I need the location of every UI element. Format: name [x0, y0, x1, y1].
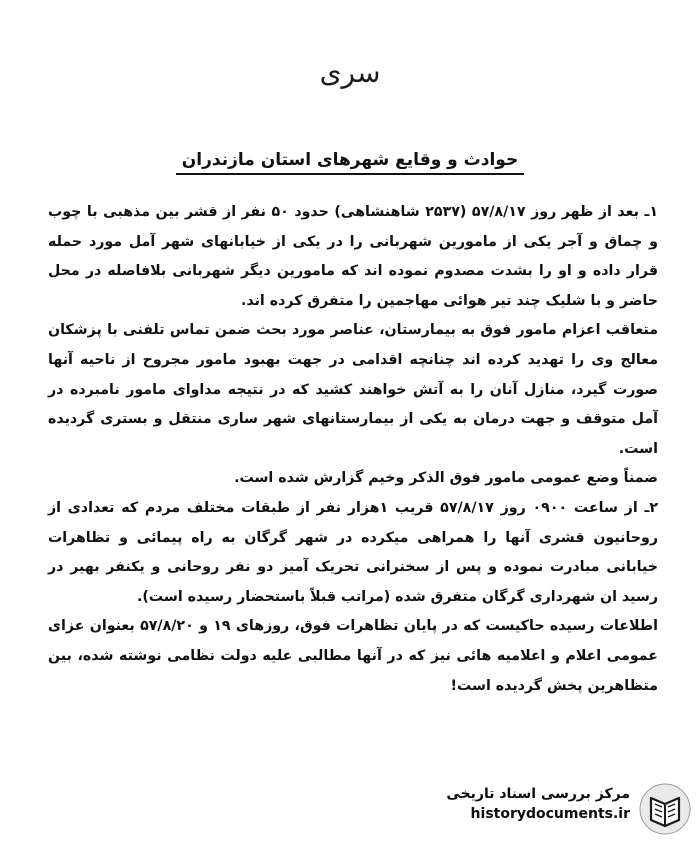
paragraph-2: متعاقب اعزام مامور فوق به بیمارستان، عناصر مورد بحث ضمن تماس تلفنی با پزشکان معالج وی را تهدید کرده اند چنانچه اقدامی در جهت بهبود مامور مجروح از ناحیه آنها صورت گیرد، منازل آنان را به آتش خواهند کشید که در نتیجه مداوای مامور نامبرده در آمل متوقف و جهت درمان به یکی از بیمارستانهای شهر ساری منتقل و بستری گردیده است. [48, 322, 658, 457]
archive-book-icon [638, 782, 692, 836]
document-body [48, 198, 658, 701]
classification-label: سری [319, 56, 381, 89]
paragraph-3: ضمناً وضع عمومی مامور فوق الذکر وخیم گزارش شده است. [234, 470, 658, 487]
watermark-site: historydocuments.ir [470, 806, 630, 822]
title-container [0, 150, 700, 175]
watermark-text [420, 784, 630, 824]
watermark [418, 780, 698, 838]
paragraph-5: اطلاعات رسیده حاکیست که در پایان تظاهرات فوق، روزهای ۱۹ و ۵۷/۸/۲۰ بعنوان عزای عمومی اعلام و اعلامیه هائی نیز که در آنها مطالبی علیه دولت نظامی نوشته شده، بین متظاهرین پخش گردیده است! [48, 618, 658, 694]
document-title: حوادث و وقایع شهرهای استان مازندران [176, 150, 524, 175]
watermark-name: مرکز بررسی اسناد تاریخی [446, 786, 630, 802]
paragraph-1: ۱ـ بعد از ظهر روز ۵۷/۸/۱۷ (۲۵۳۷ شاهنشاهی) حدود ۵۰ نفر از قشر بین مذهبی با چوب و چماق و آجر یکی از مامورین شهربانی را در یکی از خیابانهای شهر آمل مورد حمله قرار داده و او را بشدت مصدوم نموده اند که مامورین دیگر شهربانی بلافاصله در محل حاضر و با شلیک چند تیر هوائی مهاجمین را متفرق کرده اند. [48, 204, 658, 309]
paragraph-4: ۲ـ از ساعت ۰۹۰۰ روز ۵۷/۸/۱۷ قریب ۱هزار نفر از طبقات مختلف مردم که تعدادی از روحانیون قشری آنها را همراهی میکرده در شهر گرگان به راه پیمائی و تظاهرات خیابانی مبادرت نموده و پس از سخنرانی تحریک آمیز دو نفر روحانی و یکنفر بهیر در رسید ان شهرداری گرگان متفرق شده (مراتب قبلاً باستحضار رسیده است). [48, 499, 658, 605]
